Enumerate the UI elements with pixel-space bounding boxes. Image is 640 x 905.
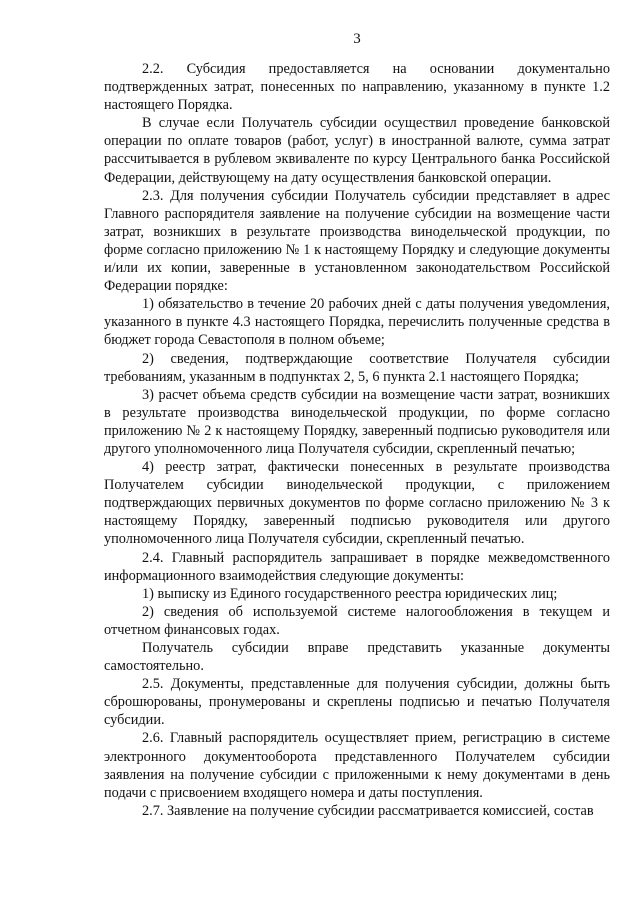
paragraph-2-2: 2.2. Субсидия предоставляется на основании документально подтвержденных затрат, понесенных по направлению, указанному в пункте 1.2 настоящего Порядка. xyxy=(104,61,610,114)
page-number: 3 xyxy=(353,31,361,47)
paragraph-2-5: 2.5. Документы, представленные для получения субсидии, должны быть сброшюрованы, пронумерованы и скреплены подписью и печатью Получателя субсидии. xyxy=(104,676,610,729)
paragraph-2-4-item-1: 1) выписку из Единого государственного реестра юридических лиц; xyxy=(142,585,558,602)
paragraph-foreign-currency: В случае если Получатель субсидии осуществил проведение банковской операции по оплате товаров (работ, услуг) в иностранной валюте, сумма затрат рассчитывается в рублевом эквиваленте по курсу Центрального банка Российской Федерации, действующему на дату осуществления банковской операции. xyxy=(104,115,610,186)
paragraph-2-7: 2.7. Заявление на получение субсидии рассматривается комиссией, состав xyxy=(142,802,594,819)
paragraph-self-submission: Получатель субсидии вправе представить указанные документы самостоятельно. xyxy=(104,640,610,675)
paragraph-2-3-item-2: 2) сведения, подтверждающие соответствие Получателя субсидии требованиям, указанным в подпунктах 2, 5, 6 пункта 2.1 настоящего Порядка; xyxy=(104,350,610,385)
paragraph-2-3-item-4: 4) реестр затрат, фактически понесенных в результате производства Получателем субсидии винодельческой продукции, с приложением подтверждающих первичных документов по форме согласно приложению № 3 к настоящему Порядку, заверенный подписью руководителя или другого уполномоченного лица Получателя субсидии, скрепленный печатью. xyxy=(104,459,610,548)
paragraph-2-4-item-2: 2) сведения об используемой системе налогообложения в текущем и отчетном финансовых годах. xyxy=(104,603,610,638)
paragraph-2-3-item-1: 1) обязательство в течение 20 рабочих дней с даты получения уведомления, указанного в пункте 4.3 настоящего Порядка, перечислить полученные средства в бюджет города Севастополя в полном объеме; xyxy=(104,296,610,349)
paragraph-2-6: 2.6. Главный распорядитель осуществляет прием, регистрацию в системе электронного документооборота представленного Получателем субсидии заявления на получение субсидии с приложенными к нему документами в день подачи с присвоением входящего номера и даты поступления. xyxy=(104,730,610,801)
paragraph-2-3-item-3: 3) расчет объема средств субсидии на возмещение части затрат, возникших в результате производства винодельческой продукции, по форме согласно приложению № 2 к настоящему Порядку, заверенный подписью руководителя или другого уполномоченного лица Получателя субсидии, скрепленный печатью; xyxy=(104,386,610,457)
paragraph-2-4: 2.4. Главный распорядитель запрашивает в порядке межведомственного информационного взаимодействия следующие документы: xyxy=(104,549,610,584)
paragraph-2-3: 2.3. Для получения субсидии Получатель субсидии представляет в адрес Главного распорядителя заявление на получение субсидии на возмещение части затрат, возникших в результате производства винодельческой продукции, по форме согласно приложению № 1 к настоящему Порядку и следующие документы и/или их копии, заверенные в установленном законодательством Российской Федерации порядке: xyxy=(104,187,610,295)
document-body xyxy=(104,60,610,820)
